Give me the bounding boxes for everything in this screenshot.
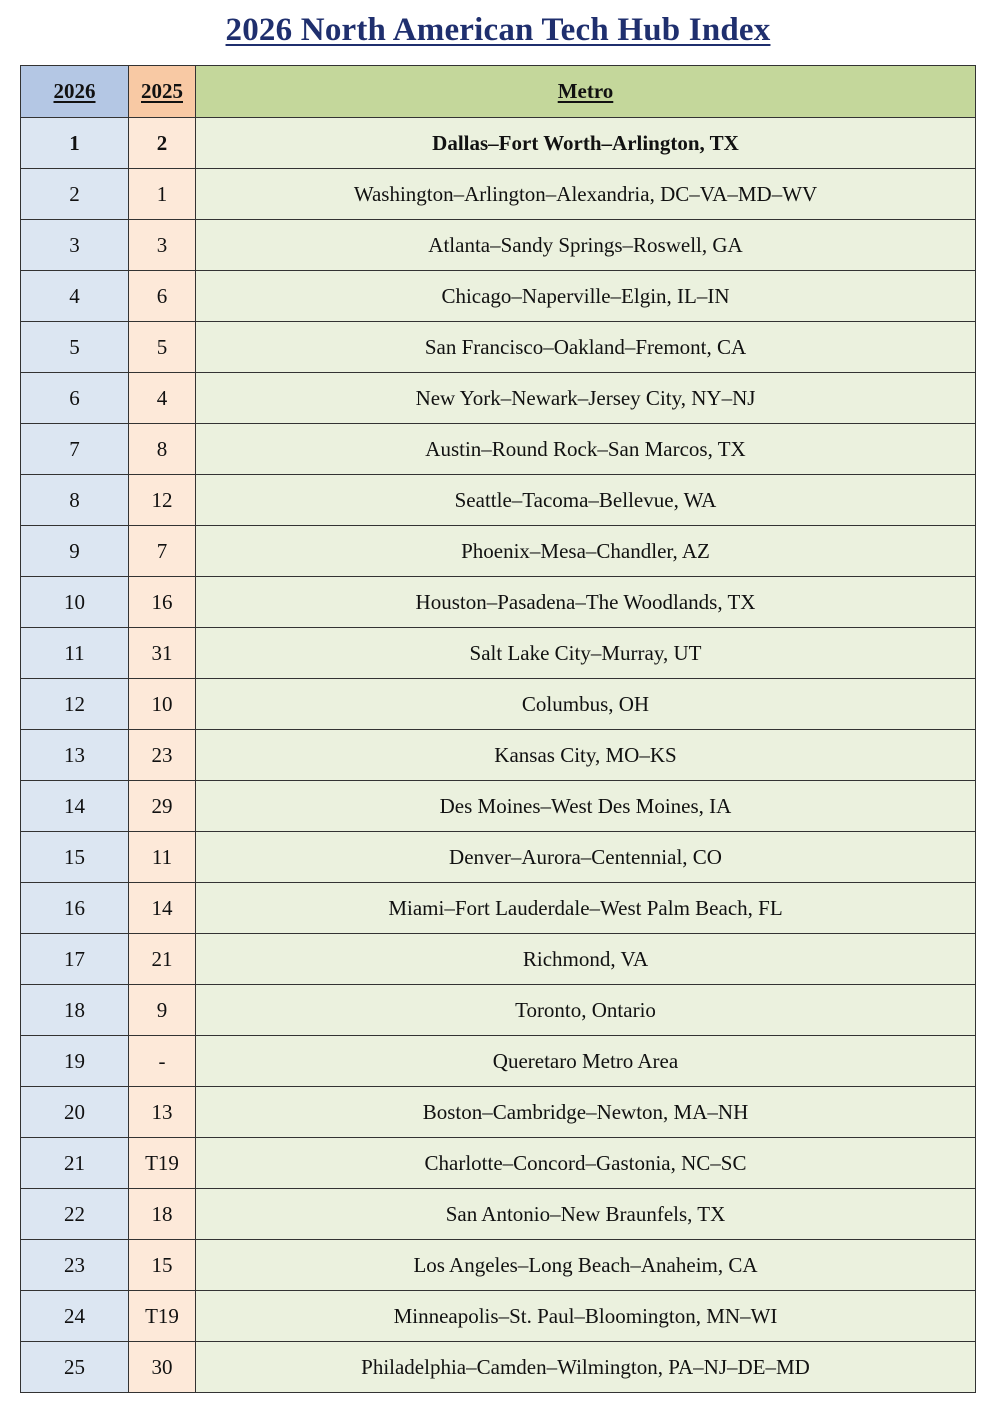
page-title: 2026 North American Tech Hub Index: [225, 12, 771, 48]
rank-2026-cell: 21: [21, 1138, 129, 1189]
rank-2025-cell: 6: [129, 271, 196, 322]
metro-cell: Columbus, OH: [196, 679, 976, 730]
column-header-metro: Metro: [196, 66, 976, 118]
header-row: [21, 66, 976, 118]
table-row: [21, 1087, 976, 1138]
table-row: [21, 1138, 976, 1189]
metro-cell: Boston–Cambridge–Newton, MA–NH: [196, 1087, 976, 1138]
metro-cell: Kansas City, MO–KS: [196, 730, 976, 781]
rank-2025-cell: 23: [129, 730, 196, 781]
rank-2025-cell: 16: [129, 577, 196, 628]
rank-2026-cell: 2: [21, 169, 129, 220]
table-row: [21, 883, 976, 934]
metro-cell: Queretaro Metro Area: [196, 1036, 976, 1087]
table-row: [21, 730, 976, 781]
rank-2026-cell: 5: [21, 322, 129, 373]
rank-2025-cell: 2: [129, 118, 196, 169]
rank-2025-cell: 12: [129, 475, 196, 526]
rank-2026-cell: 18: [21, 985, 129, 1036]
metro-cell: Washington–Arlington–Alexandria, DC–VA–MD–WV: [196, 169, 976, 220]
table-row: [21, 628, 976, 679]
rank-2025-cell: 4: [129, 373, 196, 424]
rank-2026-cell: 22: [21, 1189, 129, 1240]
rank-2025-cell: T19: [129, 1291, 196, 1342]
rank-2025-cell: T19: [129, 1138, 196, 1189]
metro-cell: Toronto, Ontario: [196, 985, 976, 1036]
rank-2025-cell: 31: [129, 628, 196, 679]
rank-2026-cell: 13: [21, 730, 129, 781]
metro-cell: Philadelphia–Camden–Wilmington, PA–NJ–DE–MD: [196, 1342, 976, 1393]
metro-cell: New York–Newark–Jersey City, NY–NJ: [196, 373, 976, 424]
rank-2026-cell: 24: [21, 1291, 129, 1342]
metro-cell: Atlanta–Sandy Springs–Roswell, GA: [196, 220, 976, 271]
metro-cell: Austin–Round Rock–San Marcos, TX: [196, 424, 976, 475]
table-row: [21, 781, 976, 832]
table-row: [21, 322, 976, 373]
rank-2025-cell: 7: [129, 526, 196, 577]
rank-2026-cell: 16: [21, 883, 129, 934]
rank-2026-cell: 23: [21, 1240, 129, 1291]
rank-2025-cell: 18: [129, 1189, 196, 1240]
rank-2025-cell: 13: [129, 1087, 196, 1138]
column-header-2026: 2026: [21, 66, 129, 118]
table-row: [21, 220, 976, 271]
table-row: [21, 1240, 976, 1291]
rank-2026-cell: 12: [21, 679, 129, 730]
table-row: [21, 271, 976, 322]
rank-2026-cell: 6: [21, 373, 129, 424]
metro-cell: Richmond, VA: [196, 934, 976, 985]
table-body: [21, 118, 976, 1393]
table-row: [21, 577, 976, 628]
rank-2026-cell: 3: [21, 220, 129, 271]
rank-2025-cell: 5: [129, 322, 196, 373]
rank-2026-cell: 8: [21, 475, 129, 526]
rank-2026-cell: 25: [21, 1342, 129, 1393]
rank-2026-cell: 17: [21, 934, 129, 985]
table-row: [21, 169, 976, 220]
metro-cell: Miami–Fort Lauderdale–West Palm Beach, FL: [196, 883, 976, 934]
rank-2026-cell: 15: [21, 832, 129, 883]
rank-2026-cell: 7: [21, 424, 129, 475]
table-row: [21, 424, 976, 475]
rank-2025-cell: 21: [129, 934, 196, 985]
table-row: [21, 1036, 976, 1087]
table-row: [21, 832, 976, 883]
metro-cell: San Francisco–Oakland–Fremont, CA: [196, 322, 976, 373]
rank-2025-cell: 14: [129, 883, 196, 934]
metro-cell: Los Angeles–Long Beach–Anaheim, CA: [196, 1240, 976, 1291]
table-row: [21, 1342, 976, 1393]
table-row: [21, 118, 976, 169]
rank-2026-cell: 20: [21, 1087, 129, 1138]
rank-2025-cell: 15: [129, 1240, 196, 1291]
rank-2026-cell: 1: [21, 118, 129, 169]
rank-2025-cell: 29: [129, 781, 196, 832]
table-row: [21, 373, 976, 424]
metro-cell: Des Moines–West Des Moines, IA: [196, 781, 976, 832]
metro-cell: Denver–Aurora–Centennial, CO: [196, 832, 976, 883]
table-row: [21, 1189, 976, 1240]
metro-cell: Phoenix–Mesa–Chandler, AZ: [196, 526, 976, 577]
rank-2026-cell: 4: [21, 271, 129, 322]
rank-2025-cell: 9: [129, 985, 196, 1036]
table-row: [21, 1291, 976, 1342]
table-row: [21, 526, 976, 577]
column-header-2025: 2025: [129, 66, 196, 118]
metro-cell: Minneapolis–St. Paul–Bloomington, MN–WI: [196, 1291, 976, 1342]
rank-2026-cell: 11: [21, 628, 129, 679]
rank-2025-cell: 30: [129, 1342, 196, 1393]
rank-2025-cell: -: [129, 1036, 196, 1087]
rank-2026-cell: 14: [21, 781, 129, 832]
metro-cell: Seattle–Tacoma–Bellevue, WA: [196, 475, 976, 526]
rank-2026-cell: 19: [21, 1036, 129, 1087]
metro-cell: Dallas–Fort Worth–Arlington, TX: [196, 118, 976, 169]
table-row: [21, 475, 976, 526]
table-row: [21, 934, 976, 985]
rank-2026-cell: 10: [21, 577, 129, 628]
rank-2025-cell: 11: [129, 832, 196, 883]
table-row: [21, 985, 976, 1036]
rank-2025-cell: 8: [129, 424, 196, 475]
table-row: [21, 679, 976, 730]
rank-2025-cell: 10: [129, 679, 196, 730]
metro-cell: Charlotte–Concord–Gastonia, NC–SC: [196, 1138, 976, 1189]
ranking-table: [20, 65, 976, 1393]
metro-cell: Houston–Pasadena–The Woodlands, TX: [196, 577, 976, 628]
metro-cell: Chicago–Naperville–Elgin, IL–IN: [196, 271, 976, 322]
rank-2025-cell: 1: [129, 169, 196, 220]
rank-2025-cell: 3: [129, 220, 196, 271]
rank-2026-cell: 9: [21, 526, 129, 577]
metro-cell: San Antonio–New Braunfels, TX: [196, 1189, 976, 1240]
metro-cell: Salt Lake City–Murray, UT: [196, 628, 976, 679]
